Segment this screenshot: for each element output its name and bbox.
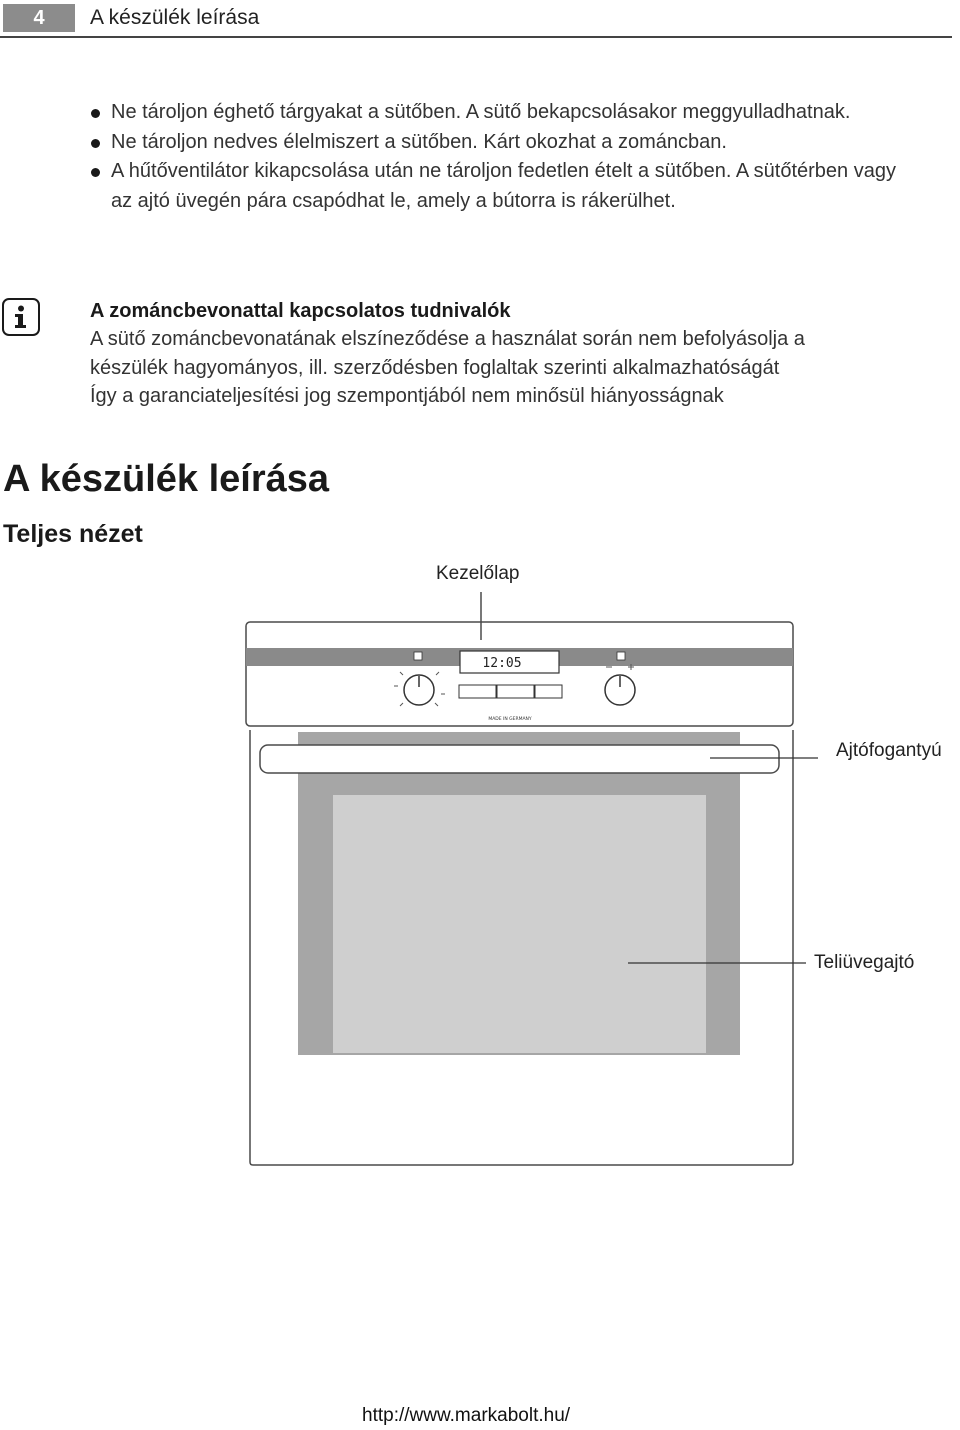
list-item: Ne tároljon nedves élelmiszert a sütőben. Kárt okozhat a zománcban. [88, 128, 918, 158]
mode-icon [414, 652, 422, 660]
info-note-line: Így a garanciateljesítési jog szempontjából nem minősül hiányosságnak [90, 385, 724, 407]
safety-bullet-list [88, 98, 918, 216]
info-note-line: készülék hagyományos, ill. szerződésben foglaltak szerinti alkalmazhatóságát [90, 356, 780, 379]
control-panel-housing [246, 622, 793, 726]
list-item: A hűtőventilátor kikapcsolása után ne tároljon fedetlen ételt a sütőben. A sütőtérben vagy az ajtó üvegén pára csapódhat le, amely a bútorra is rákerülhet. [88, 157, 918, 216]
footer-url[interactable]: http://www.markabolt.hu/ [362, 1405, 571, 1426]
mode-icon [617, 652, 625, 660]
display-time: 12:05 [482, 656, 522, 671]
page-number: 4 [3, 4, 75, 32]
section-title: A készülék leírása [3, 458, 330, 500]
knob-tick [436, 672, 439, 675]
knob-tick [400, 672, 403, 675]
knob-tick [435, 703, 438, 706]
oven-diagram [240, 590, 960, 1175]
info-note-line: A sütő zománcbevonatának elszíneződése a használat során nem befolyásolja a [90, 328, 805, 350]
knob-tick [400, 703, 403, 706]
touch-button-temperature [459, 685, 496, 698]
touch-button-timer [535, 685, 562, 698]
subsection-title: Teljes nézet [3, 520, 143, 548]
header-title: A készülék leírása [90, 6, 260, 29]
list-item: Ne tároljon éghető tárgyakat a sütőben. A sütő bekapcsolásakor meggyulladhatnak. [88, 98, 918, 128]
door-glass [333, 795, 706, 1053]
label-door-handle: Ajtófogantyú [836, 740, 942, 761]
label-glass-door: Teliüvegajtó [814, 952, 915, 973]
info-note-title: A zománcbevonattal kapcsolatos tudnivalók [90, 300, 511, 322]
info-note [90, 298, 950, 411]
door-handle [260, 745, 779, 773]
panel-footer-text: MADE IN GERMANY [488, 717, 532, 722]
touch-button-clock [497, 685, 534, 698]
label-control-panel: Kezelőlap [436, 563, 520, 584]
page-header [0, 0, 952, 38]
info-icon [2, 298, 40, 336]
